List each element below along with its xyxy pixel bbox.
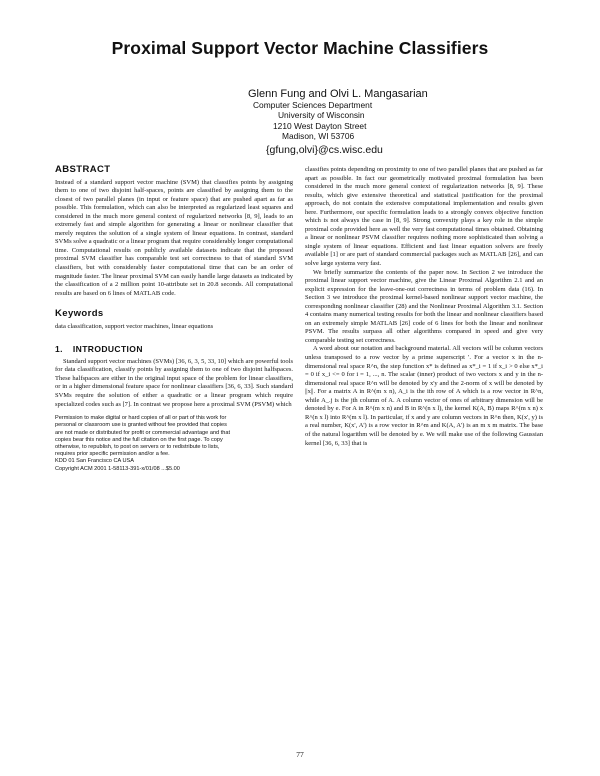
- affiliation-line: University of Wisconsin: [278, 110, 365, 121]
- body-paragraph: We briefly summarize the contents of the paper now. In Section 2 we introduce the proximal linear support vector machine, give the Linear Proximal Algorithm 2.1 and an explicit expression for the leave-one-out correctness in terms of problem data (16). In Section 3 we introduce the proximal kernel-based nonlinear support vector machine, the corresponding nonlinear classifier (28) and the Nonlinear Proximal Algorithm 3.1. Section 4 contains many numerical testing results for both the linear and nonlinear classifiers based on an extremely simple MATLAB [26] code of 6 lines for both the linear and nonlinear PSVM. The results surpass all other algorithms compared in speed and give very comparable testing set correctness.: [305, 268, 543, 344]
- copyright-footnote: [55, 415, 293, 473]
- keywords-text: data classification, support vector machines, linear equations: [55, 322, 214, 330]
- introduction-heading: [55, 345, 293, 354]
- section-number: 1.: [55, 344, 63, 355]
- keywords-heading: Keywords: [55, 308, 104, 320]
- paper-title: Proximal Support Vector Machine Classifiers: [111, 38, 489, 58]
- right-column: [305, 166, 543, 448]
- abstract-text: Instead of a standard support vector machine (SVM) that classifies points by assigning them to one of two disjoint half-spaces, points are classified by assigning them to the closest of two parallel planes (in input or feature space) that are pushed apart as far as possible. This formulation, which can also be interpreted as regularized least squares and considered in the much more general context of regularized networks [8, 9], leads to an extremely fast and simple algorithm for generating a linear or nonlinear classifier that merely requires the solution of a single system of linear equations. In contrast, standard SVMs solve a quadratic or a linear program that require considerably longer computational time. Computational results on publicly available datasets indicate that the proposed proximal SVM classifier has comparable test set correctness to that of standard SVM classifiers, but with considerably faster computational time that can be an order of magnitude faster. The linear proximal SVM can easily handle large datasets as indicated by the classification of a 2 million point 10-attribute set in 20.8 seconds. All computational results are based on 6 lines of MATLAB code.: [55, 178, 293, 297]
- affiliation-line: 1210 West Dayton Street: [273, 120, 367, 131]
- abstract-heading: ABSTRACT: [55, 164, 111, 175]
- footnote-line: personal or classroom use is granted without fee provided that copies: [55, 422, 227, 429]
- author-email: {gfung,olvi}@cs.wisc.edu: [266, 144, 383, 157]
- footnote-line: Copyright ACM 2001 1-58113-391-x/01/08 ...$5.00: [55, 465, 180, 472]
- footnote-line: otherwise, to republish, to post on servers or to redistribute to lists,: [55, 443, 220, 450]
- page-number: 77: [296, 750, 304, 759]
- left-column: [55, 166, 293, 473]
- introduction-text: Standard support vector machines (SVMs) [36, 6, 3, 5, 33, 10] which are powerful tools for data classification, classify points by assigning them to one of two disjoint halfspaces. These halfspaces are either in the original input space of the problem for linear classifiers, or in a higher dimensional feature space for nonlinear classifiers [36, 6, 33]. Such standard SVMs require the solution of either a quadratic or a linear program which require specialized codes such as [7]. In contrast we propose here a proximal SVM (PSVM) which: [55, 357, 293, 408]
- body-paragraph: A word about our notation and background material. All vectors will be column vectors unless transposed to a row vector by a prime superscript '. For a vector x in the n-dimensional real space R^n, the step function x* is defined as x*_i = 1 if x_i > 0 else x*_i = 0 if x_i <= 0 for i = 1, ..., n. The scalar (inner) product of two vectors x and y in the n-dimensional real space R^n will be denoted by x'y and the 2-norm of x will be denoted by ||x||. For a matrix A in R^(m x n), A_i is the ith row of A which is a row vector in R^n, while A_.j is the jth column of A. A column vector of ones of arbitrary dimension will be denoted by e. For A in R^(m x n) and B in R^(n x l), the kernel K(A, B) maps R^(m x n) x R^(n x l) into R^(m x l). In particular, if x and y are column vectors in R^n then, K(x', y) is a real number, K(x', A') is a row vector in R^m and K(A, A') is an m x m matrix. The base of the natural logarithm will be denoted by e. We will make use of the following Gaussian kernel [36, 6, 33] that is: [305, 345, 543, 447]
- affiliation-line: Computer Sciences Department: [253, 100, 373, 110]
- author-names: Glenn Fung and Olvi L. Mangasarian: [248, 88, 428, 100]
- footnote-line: KDD 01 San Francisco CA USA: [55, 458, 134, 465]
- footnote-line: Permission to make digital or hard copies of all or part of this work for: [55, 415, 227, 422]
- body-paragraph: classifies points depending on proximity to one of two parallel planes that are pushed as far apart as possible. In fact our geometrically motivated proximal formulation has been considered in the much more general context of regularization networks [8, 9]. These results, which give extensive theoretical and statistical justification for the proximal approach, do not contain the extensive computational implementation and results given here. Furthermore, our specific formulation leads to a strongly convex objective function which is not always the case in [8, 9]. Strong convexity plays a key role in the simple proximal code provided here as well the very fast computational times obtained. Obtaining a linear or nonlinear PSVM classifier requires nothing more sophisticated than solving a single system of linear equations. Efficient and fast linear equation solvers are freely available [1] or are part of standard commercial packages such as MATLAB [26], and can solve large systems very fast.: [305, 166, 543, 268]
- affiliation-line: Madison, WI 53706: [282, 130, 355, 141]
- author-block: [220, 88, 600, 156]
- footnote-line: requires prior specific permission and/or a fee.: [55, 451, 170, 458]
- footnote-line: copies bear this notice and the full citation on the first page. To copy: [55, 436, 223, 443]
- section-title: INTRODUCTION: [72, 344, 143, 355]
- footnote-line: are not made or distributed for profit or commercial advantage and that: [55, 429, 231, 436]
